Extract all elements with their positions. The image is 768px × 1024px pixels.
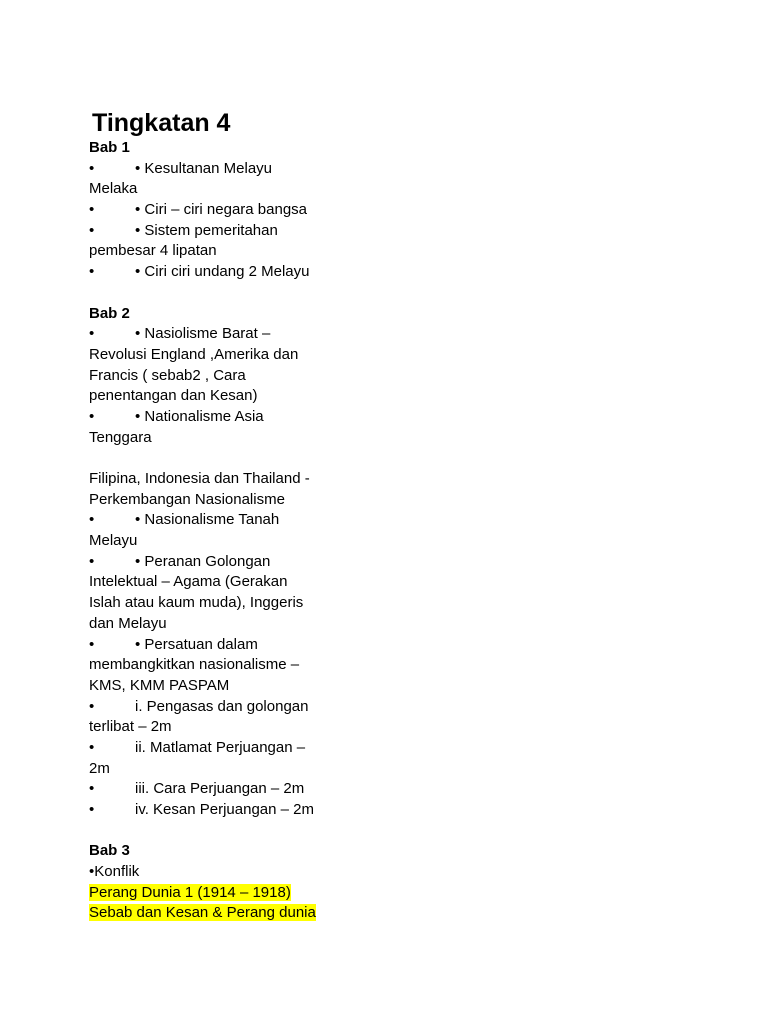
bab1-item-2-text: • Ciri – ciri negara bangsa: [135, 201, 308, 219]
bullet: •: [89, 801, 95, 818]
bab2-item-4: [89, 552, 339, 573]
bab2-item-6: [89, 697, 339, 718]
bullet: •: [89, 263, 95, 281]
bab3-highlight-line-1: [89, 883, 339, 904]
bab2-item-1: [89, 324, 339, 345]
bullet: •: [89, 407, 95, 425]
spacer: [89, 448, 339, 469]
bullet: •: [89, 511, 95, 529]
bab3-item-1: •Konflik: [89, 863, 140, 881]
bab2-heading: Bab 2: [89, 304, 130, 322]
bab2-item-2: [89, 407, 339, 428]
bab1-item-3-text: • Sistem pemeritahan: [135, 221, 278, 239]
bab2-item-6-text: i. Pengasas dan golongan: [135, 697, 309, 715]
bab2-item-2-cont: Tenggara: [89, 428, 152, 446]
bab1-item-1: [89, 159, 339, 180]
bullet: •: [89, 552, 95, 570]
bab2-item-9: [89, 800, 339, 821]
bullet: •: [89, 738, 95, 756]
bab2-paragraph-1: Filipina, Indonesia dan Thailand -: [89, 470, 310, 487]
bab2-item-1-text: • Nasiolisme Barat –: [135, 325, 271, 343]
bab2-item-9-text: iv. Kesan Perjuangan – 2m: [135, 801, 314, 818]
bullet: •: [89, 221, 95, 239]
bullet: •: [89, 697, 95, 715]
bab3-heading: Bab 3: [89, 842, 130, 860]
bab2-item-4-text: • Peranan Golongan: [135, 552, 271, 570]
spacer: [89, 821, 339, 842]
bullet: •: [89, 201, 95, 219]
bab2-item-1-cont-2: Francis ( sebab2 , Cara: [89, 366, 246, 384]
bab2-item-7-cont: 2m: [89, 759, 110, 777]
bab2-item-7: [89, 738, 339, 759]
bab2-item-3-text: • Nasionalisme Tanah: [135, 511, 280, 529]
bab2-item-8: [89, 779, 339, 800]
bab3-highlight-line-2: [89, 903, 339, 924]
bab2-item-2-text: • Nationalisme Asia: [135, 407, 264, 425]
bullet: •: [89, 635, 95, 653]
bab2-item-5: [89, 635, 339, 656]
bab2-item-4-cont-2: Islah atau kaum muda), Inggeris: [89, 594, 304, 612]
document-body: [89, 138, 339, 924]
bab2-paragraph-1-cont: Perkembangan Nasionalisme: [89, 490, 285, 508]
page-title: Tingkatan 4: [92, 109, 231, 137]
bab2-item-5-text: • Persatuan dalam: [135, 635, 258, 653]
bab1-item-1-cont: Melaka: [89, 180, 138, 198]
bab2-item-6-cont: terlibat – 2m: [89, 718, 172, 736]
bab1-heading: Bab 1: [89, 139, 130, 156]
bullet: •: [89, 325, 95, 343]
bab2-item-4-cont-1: Intelektual – Agama (Gerakan: [89, 573, 288, 591]
spacer: [89, 283, 339, 304]
bab2-item-7-text: ii. Matlamat Perjuangan –: [135, 738, 306, 756]
bab2-item-8-text: iii. Cara Perjuangan – 2m: [135, 780, 305, 798]
bab2-item-1-cont-1: Revolusi England ,Amerika dan: [89, 345, 299, 363]
highlighted-text: Sebab dan Kesan & Perang dunia: [89, 904, 316, 922]
bab2-item-5-cont-1: membangkitkan nasionalisme –: [89, 656, 300, 674]
bab1-item-2: [89, 200, 339, 221]
bab1-item-4-text: • Ciri ciri undang 2 Melayu: [135, 263, 310, 281]
bab1-item-1-text: • Kesultanan Melayu: [135, 159, 272, 177]
bab2-item-3: [89, 510, 339, 531]
bab2-item-4-cont-3: dan Melayu: [89, 614, 167, 632]
highlighted-text: Perang Dunia 1 (1914 – 1918): [89, 883, 291, 901]
bab1-item-3-cont: pembesar 4 lipatan: [89, 242, 217, 260]
bab2-item-3-cont: Melayu: [89, 532, 138, 550]
bullet: •: [89, 159, 95, 177]
bullet: •: [89, 780, 95, 798]
bab1-item-4: [89, 262, 339, 283]
bab2-item-1-cont-3: penentangan dan Kesan): [89, 387, 258, 405]
bab1-item-3: [89, 221, 339, 242]
bab2-item-5-cont-2: KMS, KMM PASPAM: [89, 676, 230, 694]
